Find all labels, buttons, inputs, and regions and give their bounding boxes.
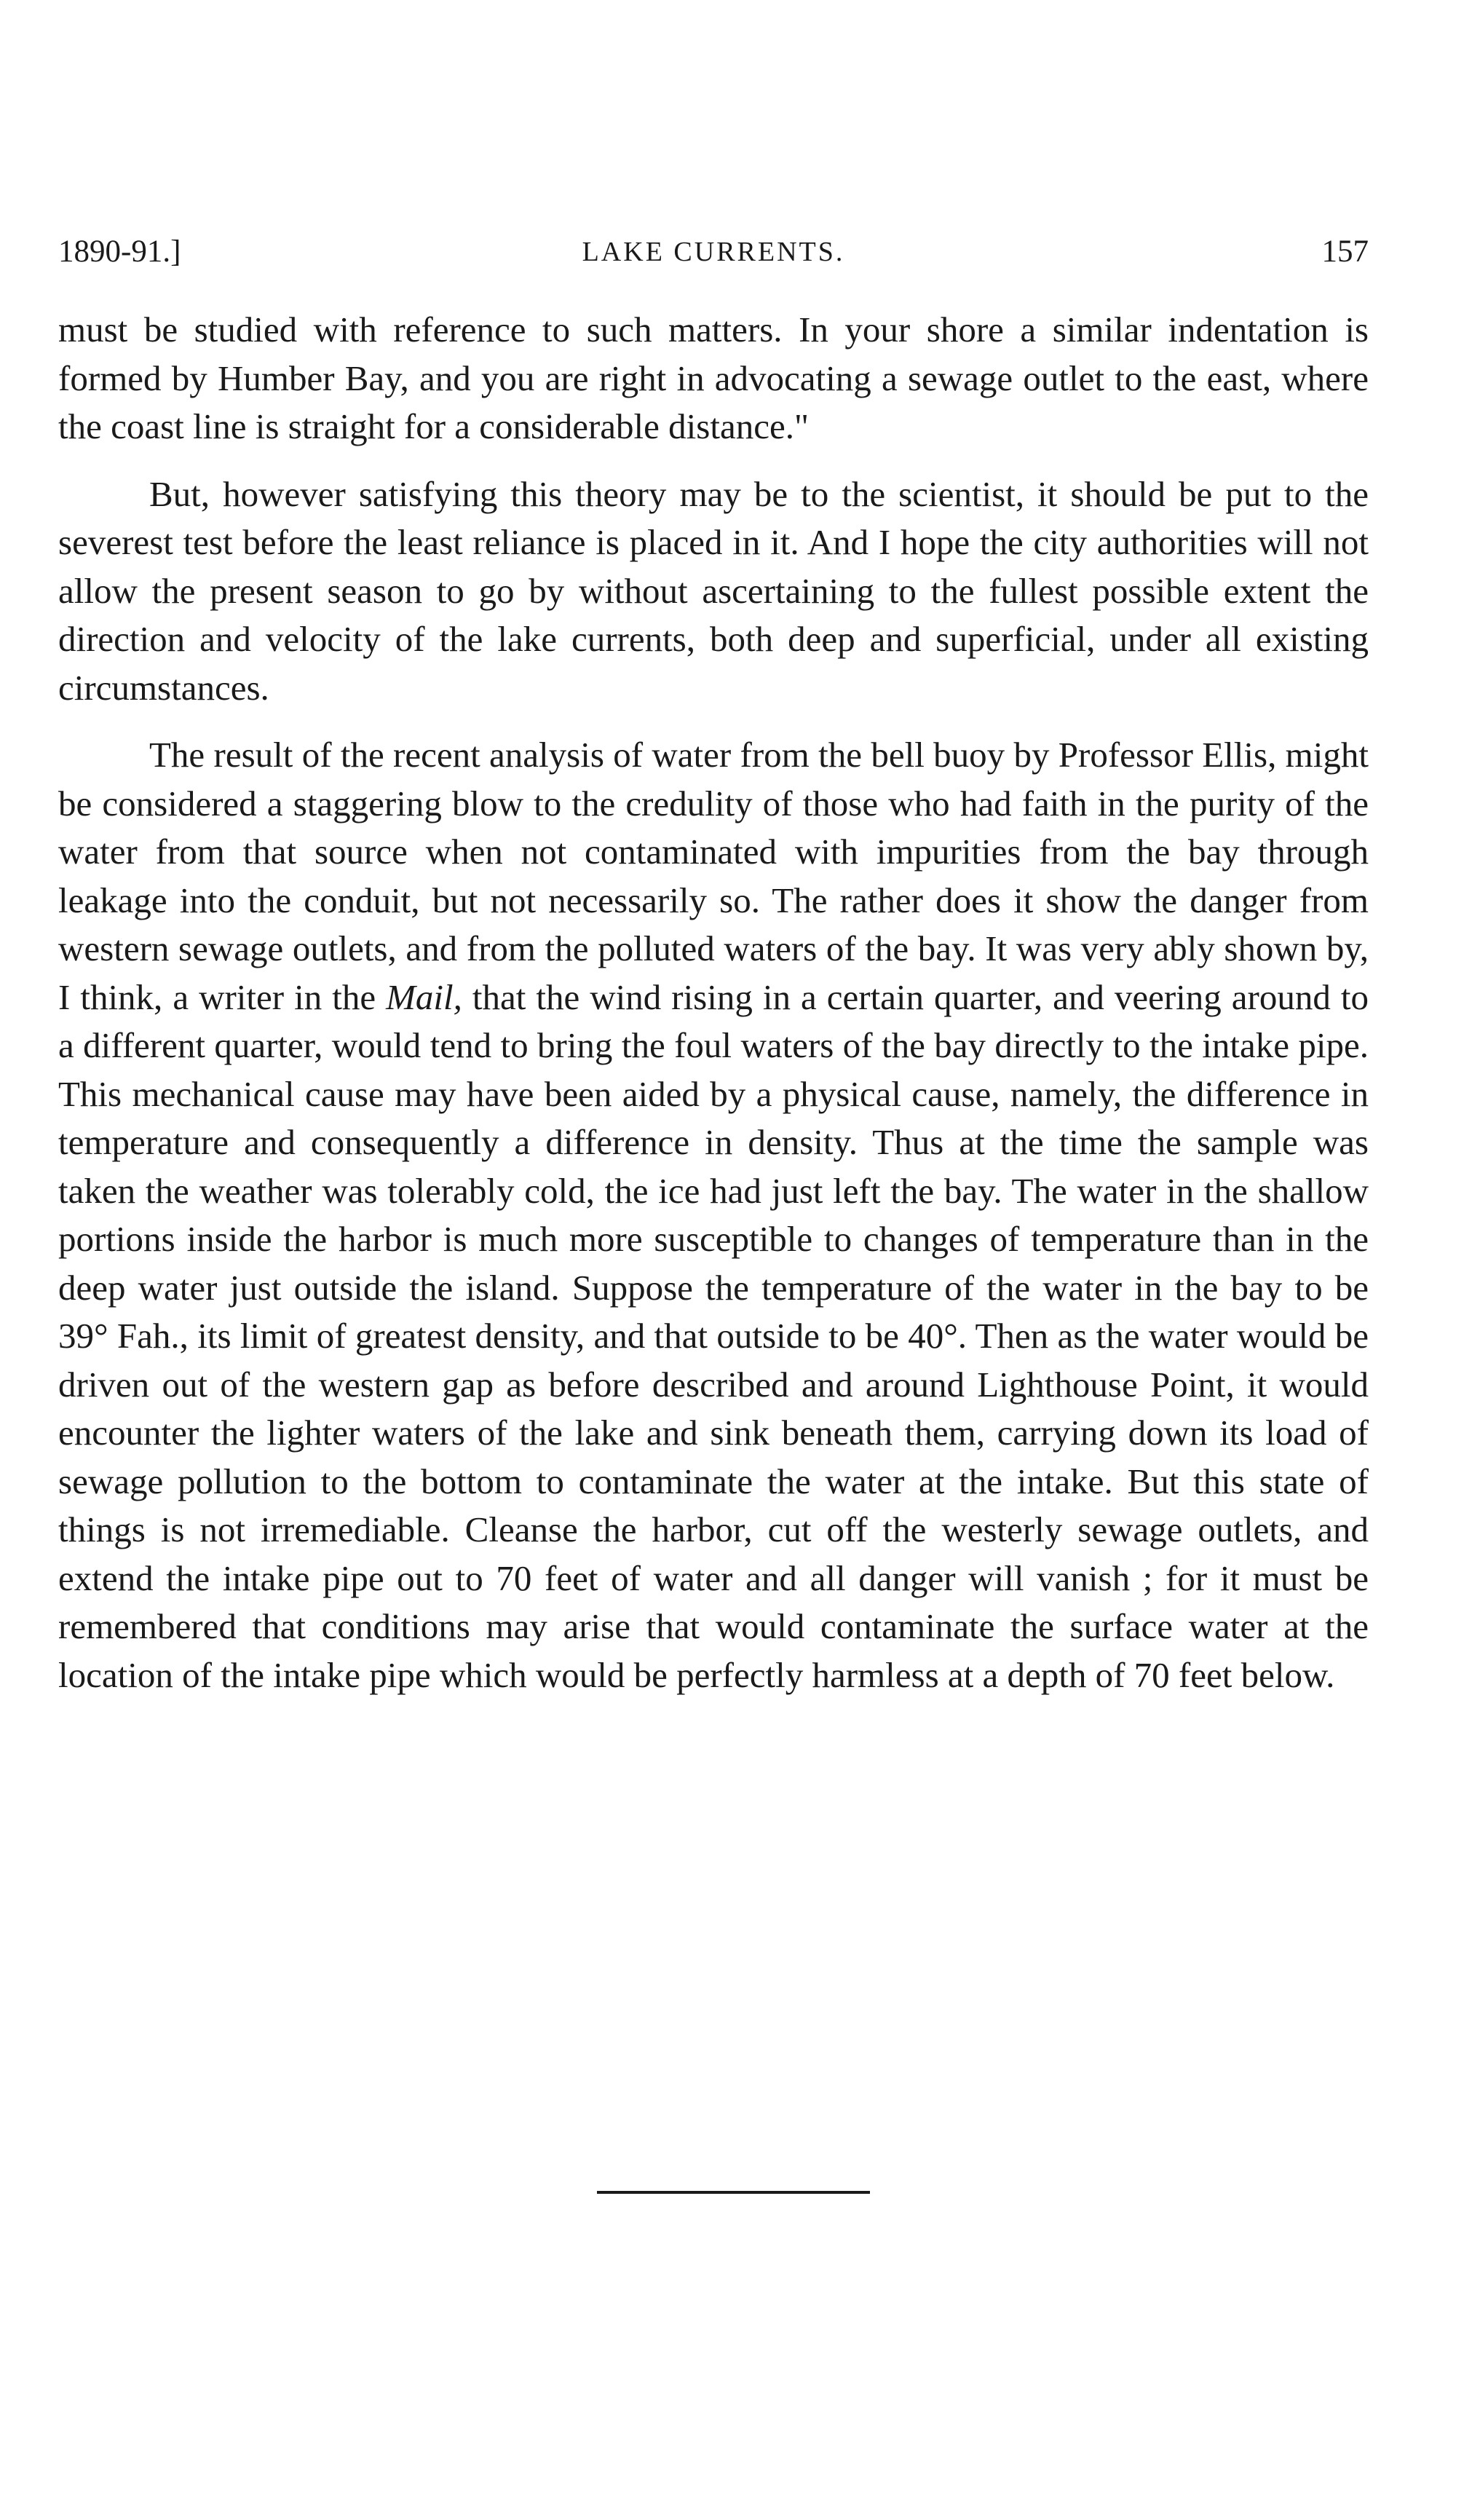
body-text <box>58 306 1369 1718</box>
paragraph-1: must be studied with reference to such matters. In your shore a similar indentation is formed by Humber Bay, and you are right in advocating a sewage outlet to the east, where the coast line is straight for a considerable distance." <box>58 309 1369 446</box>
paragraph-3 <box>58 731 1369 1699</box>
paragraph-3-after: that the wind rising in a certain quarter, and veering around to a different quarter, would tend to bring the foul waters of the bay directly to the intake pipe. This mechanical cause may have been aided by a physical cause, namely, the difference in temperature and consequently a difference in density. Thus at the time the sample was taken the weather was tolerably cold, the ice had just left the bay. The water in the shallow portions inside the harbor is much more susceptible to changes of temperature than in the deep water just outside the island. Suppose the temperature of the water in the bay to be 39° Fah., its limit of greatest density, and that outside to be 40°. Then as the water would be driven out of the western gap as before described and around Lighthouse Point, it would encounter the lighter waters of the lake and sink beneath them, carrying down its load of sewage pollution to the bottom to contaminate the water at the intake. But this state of things is not irremediable. Cleanse the harbor, cut off the westerly sewage outlets, and extend the intake pipe out to 70 feet of water and all danger will vanish ; for it must be remembered that conditions may arise that would contaminate the surface water at the location of the intake pipe which would be perfectly harmless at a depth of 70 feet below. <box>58 976 1369 1695</box>
section-end-rule <box>597 2191 870 2194</box>
running-header <box>58 230 1369 274</box>
header-year: 1890-91.] <box>58 234 181 269</box>
paragraph-3-before: The result of the recent analysis of water from the bell buoy by Professor Ellis, might be considered a staggering blow to the credulity of those who had faith in the purity of the water from that source when not contaminated with impurities from the bay through leakage into the conduit, but not necessarily so. The rather does it show the danger from western sewage outlets, and from the polluted waters of the bay. It was very ably shown by, I think, a writer in the <box>58 735 1369 1017</box>
header-title: LAKE CURRENTS. <box>582 237 845 267</box>
paragraph-2: But, however satisfying this theory may be to the scientist, it should be put to the severest test before the least reliance is placed in it. And I hope the city authorities will not allow the present season to go by without ascertaining to the fullest possible extent the direction and velocity of the lake currents, both deep and superficial, under all existing circumstances. <box>58 473 1369 708</box>
newspaper-title: Mail, <box>386 976 462 1017</box>
page-number: 157 <box>1321 234 1369 269</box>
